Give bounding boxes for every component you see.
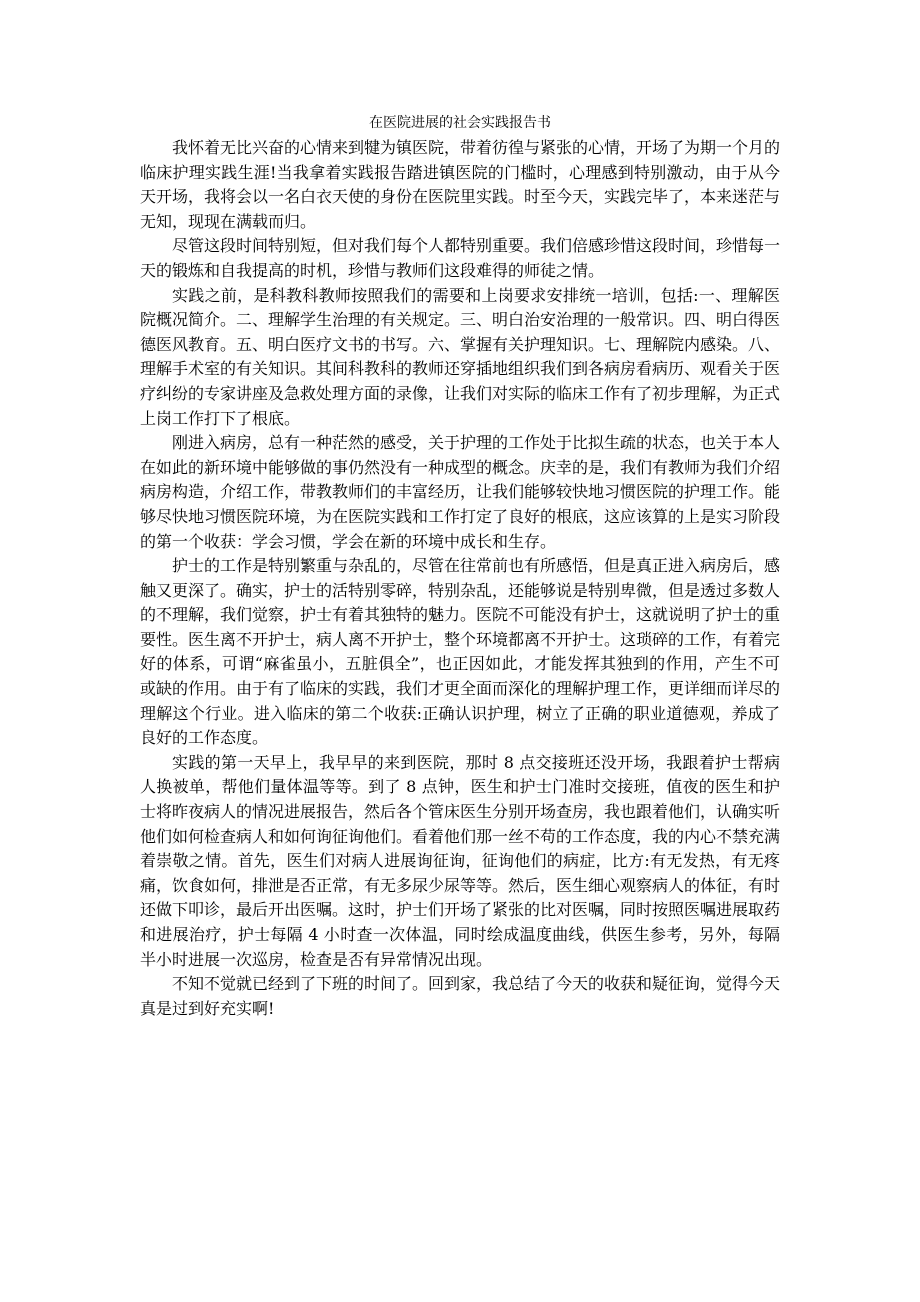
paragraph: 刚进入病房，总有一种茫然的感受，关于护理的工作处于比拟生疏的状态，也关于本人在如此的新环境中能够做的事仍然没有一种成型的概念。庆幸的是，我们有教师为我们介绍病房构造，介绍工作，带教教师们的丰富经历，让我们能够较快地习惯医院的护理工作。能够尽快地习惯医院环境，为在医院实践和工作打定了良好的根底，这应该算的上是实习阶段的第一个收获：学会习惯，学会在新的环境中成长和生存。 [140, 433, 781, 551]
document-page [140, 112, 780, 1021]
paragraph: 实践的第一天早上，我早早的来到医院，那时 8 点交接班还没开场，我跟着护士帮病人换被单，帮他们量体温等等。到了 8 点钟，医生和护士门准时交接班，值夜的医生和护士将昨夜病人的情况进展报告，然后各个管床医生分别开场查房，我也跟着他们，认确实听他们如何检查病人和如何询征询他们。看着他们那一丝不苟的工作态度，我的内心不禁充满着崇敬之情。首先，医生们对病人进展询征询，征询他们的病症，比方:有无发热，有无疼痛，饮食如何，排泄是否正常，有无多尿少尿等等。然后，医生细心观察病人的体征，有时还做下叩诊，最后开出医嘱。这时，护士们开场了紧张的比对医嘱，同时按照医嘱进展取药和进展治疗，护士每隔 4 小时查一次体温，同时绘成温度曲线，供医生参考，另外，每隔半小时进展一次巡房，检查是否有异常情况出现。 [140, 752, 781, 969]
paragraph: 尽管这段时间特别短，但对我们每个人都特别重要。我们倍感珍惜这段时间，珍惜每一天的锻炼和自我提高的时机，珍惜与教师们这段难得的师徒之情。 [140, 236, 781, 280]
paragraph: 护士的工作是特别繁重与杂乱的，尽管在往常前也有所感悟，但是真正进入病房后，感触又更深了。确实，护士的活特别零碎，特别杂乱，还能够说是特别卑微，但是透过多数人的不理解，我们觉察，护士有着其独特的魅力。医院不可能没有护士，这就说明了护士的重要性。医生离不开护士，病人离不开护士，整个环境都离不开护士。这琐碎的工作，有着完好的体系，可谓“麻雀虽小，五脏俱全”，也正因如此，才能发挥其独到的作用，产生不可或缺的作用。由于有了临床的实践，我们才更全面而深化的理解护理工作，更详细而详尽的理解这个行业。进入临床的第二个收获:正确认识护理，树立了正确的职业道德观，养成了良好的工作态度。 [140, 556, 781, 748]
paragraph: 实践之前，是科教科教师按照我们的需要和上岗要求安排统一培训，包括:一、理解医院概况简介。二、理解学生治理的有关规定。三、明白治安治理的一般常识。四、明白得医德医风教育。五、明白医疗文书的书写。六、掌握有关护理知识。七、理解院内感染。八、理解手术室的有关知识。其间科教科的教师还穿插地组织我们到各病房看病历、观看关于医疗纠纷的专家讲座及急救处理方面的录像，让我们对实际的临床工作有了初步理解，为正式上岗工作打下了根底。 [140, 285, 781, 428]
paragraph: 不知不觉就已经到了下班的时间了。回到家，我总结了今天的收获和疑征询，觉得今天真是过到好充实啊! [140, 974, 781, 1018]
paragraph: 我怀着无比兴奋的心情来到犍为镇医院，带着彷徨与紧张的心情，开场了为期一个月的临床护理实践生涯!当我拿着实践报告踏进镇医院的门槛时，心理感到特别激动，由于从今天开场，我将会以一名白衣天使的身份在医院里实践。时至今天，实践完毕了，本来迷茫与无知，现现在满载而归。 [140, 138, 781, 231]
document-title: 在医院进展的社会实践报告书 [369, 115, 551, 131]
